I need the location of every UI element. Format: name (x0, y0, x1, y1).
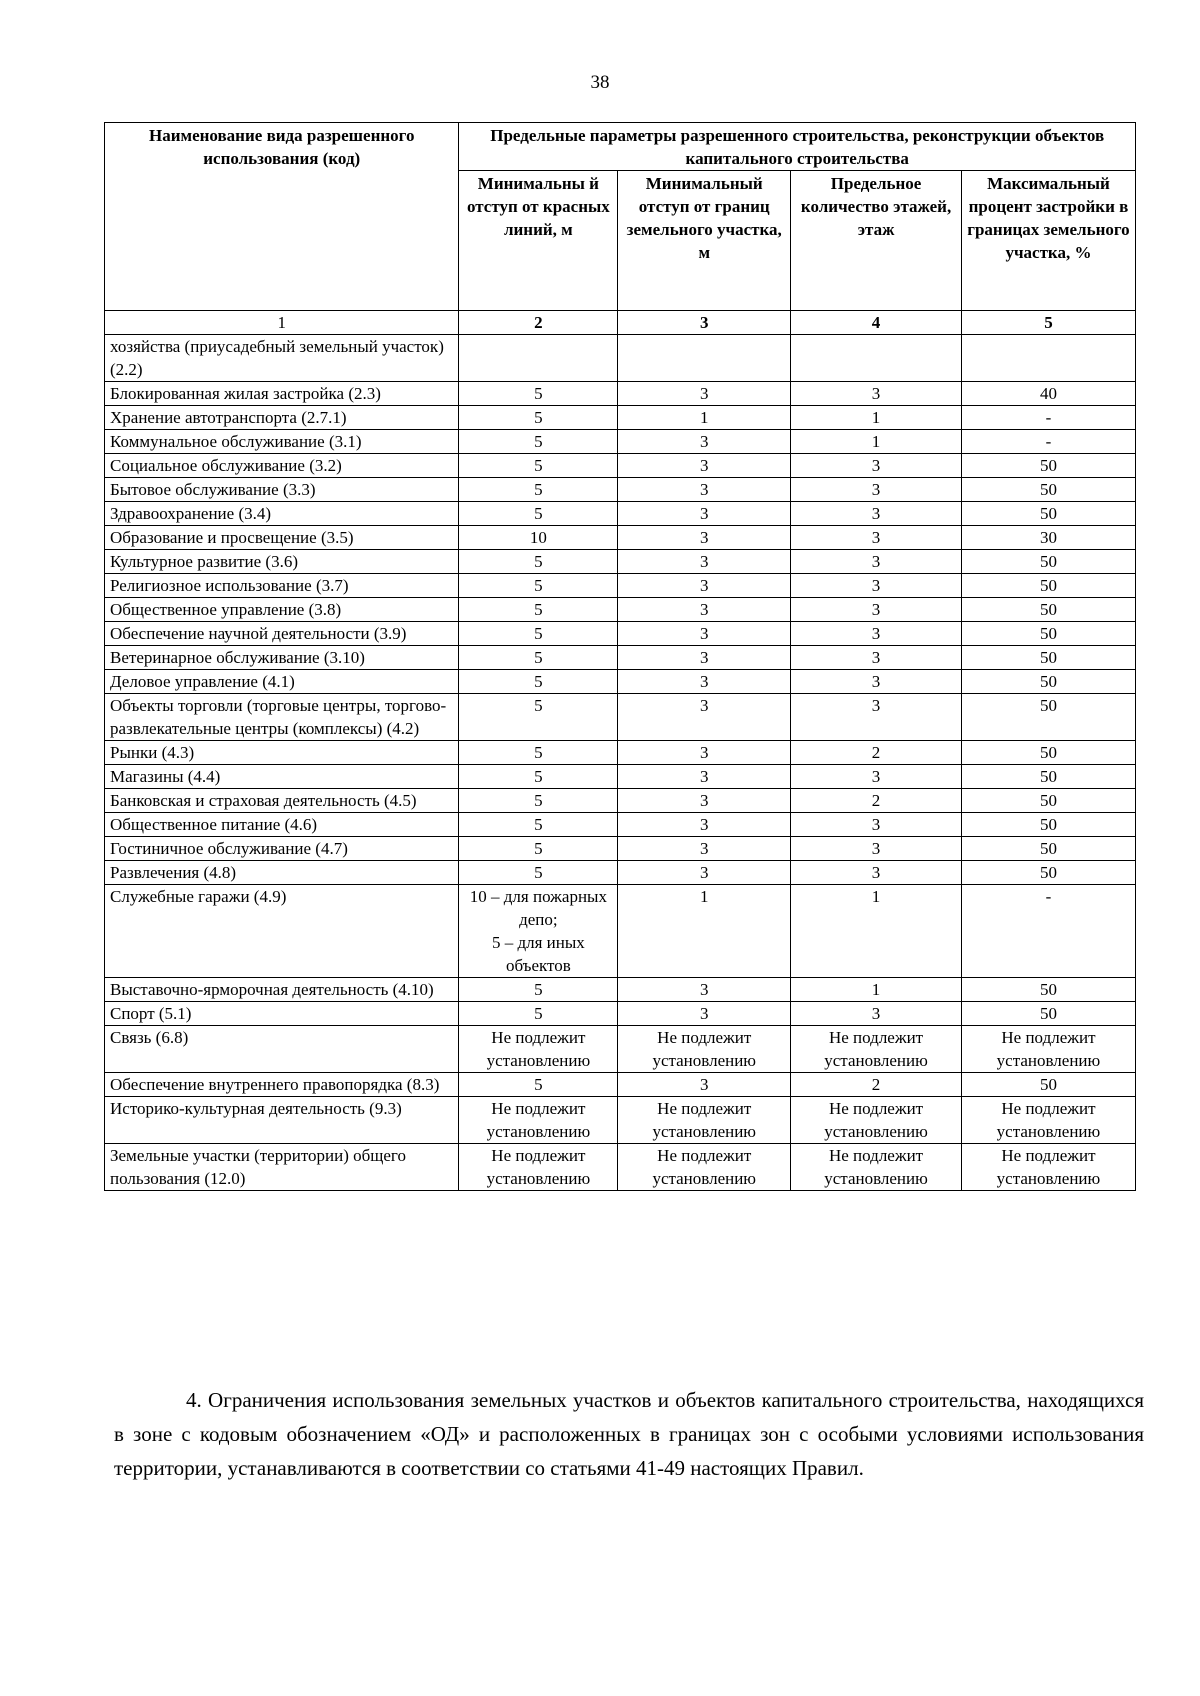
min-boundary-offset-cell: 3 (618, 574, 791, 598)
min-red-line-offset-cell: 5 (459, 454, 618, 478)
min-red-line-offset-cell: 10 – для пожарных депо; 5 – для иных объектов (459, 885, 618, 978)
min-boundary-offset-cell: Не подлежит установлению (618, 1026, 791, 1073)
land-use-name-cell: Коммунальное обслуживание (3.1) (105, 430, 459, 454)
table-row (105, 837, 1136, 861)
min-red-line-offset-cell: 5 (459, 861, 618, 885)
table-row (105, 502, 1136, 526)
max-coverage-cell: 50 (961, 837, 1135, 861)
table-row (105, 382, 1136, 406)
min-red-line-offset-cell: Не подлежит установлению (459, 1097, 618, 1144)
land-use-name-cell: Здравоохранение (3.4) (105, 502, 459, 526)
land-use-name-cell: Связь (6.8) (105, 1026, 459, 1073)
max-floors-cell: 3 (791, 526, 962, 550)
max-floors-cell: 3 (791, 813, 962, 837)
max-floors-cell: 3 (791, 574, 962, 598)
land-use-name-cell: Ветеринарное обслуживание (3.10) (105, 646, 459, 670)
max-coverage-cell: 50 (961, 598, 1135, 622)
column-number: 4 (791, 311, 962, 335)
max-coverage-cell: - (961, 430, 1135, 454)
land-use-name-cell: Рынки (4.3) (105, 741, 459, 765)
min-red-line-offset-cell: 5 (459, 550, 618, 574)
max-coverage-cell: 50 (961, 694, 1135, 741)
table-row (105, 670, 1136, 694)
max-floors-cell: Не подлежит установлению (791, 1026, 962, 1073)
land-use-name-cell: Гостиничное обслуживание (4.7) (105, 837, 459, 861)
max-floors-cell: 3 (791, 837, 962, 861)
table-row (105, 526, 1136, 550)
max-floors-cell: 3 (791, 550, 962, 574)
min-red-line-offset-cell (459, 335, 618, 382)
land-use-name-cell: Объекты торговли (торговые центры, торгово- развлекательные центры (комплексы) (4.2) (105, 694, 459, 741)
header-min-boundary-offset: Минимальный отступ от границ земельного участка, м (618, 171, 791, 311)
land-use-name-cell: Деловое управление (4.1) (105, 670, 459, 694)
min-red-line-offset-cell: 5 (459, 813, 618, 837)
land-use-name-cell: Хранение автотранспорта (2.7.1) (105, 406, 459, 430)
min-boundary-offset-cell: Не подлежит установлению (618, 1097, 791, 1144)
max-floors-cell: 3 (791, 670, 962, 694)
min-red-line-offset-cell: 5 (459, 741, 618, 765)
min-boundary-offset-cell: 3 (618, 813, 791, 837)
min-red-line-offset-cell: 5 (459, 789, 618, 813)
land-use-name-cell: Общественное питание (4.6) (105, 813, 459, 837)
table-row (105, 813, 1136, 837)
max-coverage-cell: 50 (961, 550, 1135, 574)
table-row (105, 335, 1136, 382)
table-header-row (105, 123, 1136, 171)
max-floors-cell: 2 (791, 789, 962, 813)
land-use-name-cell: Бытовое обслуживание (3.3) (105, 478, 459, 502)
table-row (105, 1144, 1136, 1191)
min-boundary-offset-cell: 3 (618, 694, 791, 741)
max-coverage-cell (961, 335, 1135, 382)
table-row (105, 406, 1136, 430)
land-use-name-cell: Обеспечение внутреннего правопорядка (8.3) (105, 1073, 459, 1097)
land-use-name-cell: Общественное управление (3.8) (105, 598, 459, 622)
min-boundary-offset-cell: 3 (618, 478, 791, 502)
max-floors-cell: 2 (791, 741, 962, 765)
max-coverage-cell: 50 (961, 454, 1135, 478)
table-row (105, 598, 1136, 622)
min-boundary-offset-cell: 1 (618, 406, 791, 430)
max-coverage-cell: Не подлежит установлению (961, 1026, 1135, 1073)
land-use-name-cell: Служебные гаражи (4.9) (105, 885, 459, 978)
min-red-line-offset-cell: 5 (459, 694, 618, 741)
table-row (105, 789, 1136, 813)
table-row (105, 1097, 1136, 1144)
land-use-name-cell: Социальное обслуживание (3.2) (105, 454, 459, 478)
parameters-table (104, 122, 1136, 1191)
max-floors-cell: 3 (791, 478, 962, 502)
min-boundary-offset-cell: 3 (618, 502, 791, 526)
min-red-line-offset-cell: 5 (459, 598, 618, 622)
min-boundary-offset-cell: 3 (618, 741, 791, 765)
max-floors-cell: 3 (791, 502, 962, 526)
max-floors-cell: Не подлежит установлению (791, 1144, 962, 1191)
min-red-line-offset-cell: 5 (459, 574, 618, 598)
max-floors-cell: 3 (791, 765, 962, 789)
min-boundary-offset-cell: 3 (618, 430, 791, 454)
max-floors-cell: 1 (791, 978, 962, 1002)
header-min-red-line-offset: Минимальны й отступ от красных линий, м (459, 171, 618, 311)
min-red-line-offset-cell: 5 (459, 646, 618, 670)
min-boundary-offset-cell: 3 (618, 598, 791, 622)
min-boundary-offset-cell: 3 (618, 550, 791, 574)
max-coverage-cell: 50 (961, 741, 1135, 765)
min-boundary-offset-cell: 3 (618, 1002, 791, 1026)
min-boundary-offset-cell: 1 (618, 885, 791, 978)
min-boundary-offset-cell: 3 (618, 765, 791, 789)
min-red-line-offset-cell: Не подлежит установлению (459, 1144, 618, 1191)
max-floors-cell: 3 (791, 694, 962, 741)
min-red-line-offset-cell: Не подлежит установлению (459, 1026, 618, 1073)
table-row (105, 1002, 1136, 1026)
land-use-name-cell: Спорт (5.1) (105, 1002, 459, 1026)
table-row (105, 694, 1136, 741)
restrictions-paragraph: 4. Ограничения использования земельных участков и объектов капитального строительства, находящихся в зоне с кодовым обозначением «ОД» и расположенных в границах зон с особыми условиями использования территории, устанавливаются в соответствии со статьями 41-49 настоящих Правил. (114, 1388, 1144, 1480)
header-max-floors: Предельное количество этажей, этаж (791, 171, 962, 311)
max-floors-cell: 2 (791, 1073, 962, 1097)
land-use-name-cell: Культурное развитие (3.6) (105, 550, 459, 574)
min-red-line-offset-cell: 5 (459, 430, 618, 454)
land-use-name-cell: Выставочно-ярморочная деятельность (4.10) (105, 978, 459, 1002)
min-boundary-offset-cell: 3 (618, 1073, 791, 1097)
max-coverage-cell: 50 (961, 622, 1135, 646)
page-number: 38 (590, 72, 610, 93)
min-red-line-offset-cell: 5 (459, 478, 618, 502)
header-params-group: Предельные параметры разрешенного строительства, реконструкции объектов капитального строительства (459, 123, 1136, 171)
min-red-line-offset-cell: 5 (459, 406, 618, 430)
max-floors-cell: 1 (791, 885, 962, 978)
min-red-line-offset-cell: 5 (459, 1002, 618, 1026)
land-use-name-cell: хозяйства (приусадебный земельный участок) (2.2) (105, 335, 459, 382)
table-row (105, 741, 1136, 765)
max-floors-cell: 3 (791, 861, 962, 885)
max-coverage-cell: 50 (961, 646, 1135, 670)
land-use-name-cell: Блокированная жилая застройка (2.3) (105, 382, 459, 406)
max-coverage-cell: 50 (961, 1002, 1135, 1026)
max-coverage-cell: 50 (961, 765, 1135, 789)
land-use-name-cell: Религиозное использование (3.7) (105, 574, 459, 598)
max-coverage-cell: 40 (961, 382, 1135, 406)
table-row (105, 885, 1136, 978)
max-coverage-cell: 50 (961, 670, 1135, 694)
min-boundary-offset-cell: 3 (618, 646, 791, 670)
max-coverage-cell: - (961, 406, 1135, 430)
column-number: 5 (961, 311, 1135, 335)
min-red-line-offset-cell: 10 (459, 526, 618, 550)
header-max-coverage-percent: Максимальный процент застройки в границах земельного участка, % (961, 171, 1135, 311)
land-use-name-cell: Развлечения (4.8) (105, 861, 459, 885)
land-use-name-cell: Образование и просвещение (3.5) (105, 526, 459, 550)
min-boundary-offset-cell: Не подлежит установлению (618, 1144, 791, 1191)
min-red-line-offset-cell: 5 (459, 670, 618, 694)
max-coverage-cell: 50 (961, 978, 1135, 1002)
min-red-line-offset-cell: 5 (459, 765, 618, 789)
min-red-line-offset-cell: 5 (459, 622, 618, 646)
min-red-line-offset-cell: 5 (459, 1073, 618, 1097)
max-floors-cell: 3 (791, 622, 962, 646)
land-use-name-cell: Земельные участки (территории) общего пользования (12.0) (105, 1144, 459, 1191)
column-number: 1 (105, 311, 459, 335)
min-boundary-offset-cell: 3 (618, 526, 791, 550)
max-coverage-cell: 50 (961, 478, 1135, 502)
land-use-name-cell: Обеспечение научной деятельности (3.9) (105, 622, 459, 646)
min-red-line-offset-cell: 5 (459, 978, 618, 1002)
column-number: 2 (459, 311, 618, 335)
min-boundary-offset-cell: 3 (618, 670, 791, 694)
max-coverage-cell: 50 (961, 861, 1135, 885)
land-use-name-cell: Историко-культурная деятельность (9.3) (105, 1097, 459, 1144)
max-floors-cell: 1 (791, 406, 962, 430)
max-floors-cell: 1 (791, 430, 962, 454)
table-row (105, 861, 1136, 885)
max-coverage-cell: Не подлежит установлению (961, 1144, 1135, 1191)
max-coverage-cell: Не подлежит установлению (961, 1097, 1135, 1144)
header-name-column: Наименование вида разрешенного использования (код) (105, 123, 459, 311)
table-row (105, 1073, 1136, 1097)
table-row (105, 574, 1136, 598)
max-coverage-cell: - (961, 885, 1135, 978)
min-red-line-offset-cell: 5 (459, 837, 618, 861)
max-coverage-cell: 50 (961, 502, 1135, 526)
land-use-name-cell: Магазины (4.4) (105, 765, 459, 789)
min-red-line-offset-cell: 5 (459, 502, 618, 526)
table-row (105, 646, 1136, 670)
table-row (105, 765, 1136, 789)
table-row (105, 478, 1136, 502)
max-floors-cell: Не подлежит установлению (791, 1097, 962, 1144)
min-boundary-offset-cell: 3 (618, 789, 791, 813)
min-boundary-offset-cell: 3 (618, 861, 791, 885)
max-floors-cell: 3 (791, 1002, 962, 1026)
min-boundary-offset-cell: 3 (618, 978, 791, 1002)
table-row (105, 978, 1136, 1002)
min-red-line-offset-cell: 5 (459, 382, 618, 406)
table-row (105, 550, 1136, 574)
table-column-numbers-row (105, 311, 1136, 335)
max-floors-cell: 3 (791, 598, 962, 622)
table-row (105, 622, 1136, 646)
land-use-name-cell: Банковская и страховая деятельность (4.5) (105, 789, 459, 813)
column-number: 3 (618, 311, 791, 335)
table-row (105, 430, 1136, 454)
max-floors-cell: 3 (791, 454, 962, 478)
max-floors-cell: 3 (791, 646, 962, 670)
min-boundary-offset-cell (618, 335, 791, 382)
max-coverage-cell: 50 (961, 813, 1135, 837)
max-coverage-cell: 50 (961, 789, 1135, 813)
min-boundary-offset-cell: 3 (618, 622, 791, 646)
table-body (105, 335, 1136, 1191)
min-boundary-offset-cell: 3 (618, 837, 791, 861)
table-row (105, 454, 1136, 478)
max-coverage-cell: 50 (961, 574, 1135, 598)
max-coverage-cell: 50 (961, 1073, 1135, 1097)
max-floors-cell (791, 335, 962, 382)
min-boundary-offset-cell: 3 (618, 454, 791, 478)
min-boundary-offset-cell: 3 (618, 382, 791, 406)
max-floors-cell: 3 (791, 382, 962, 406)
table-row (105, 1026, 1136, 1073)
max-coverage-cell: 30 (961, 526, 1135, 550)
